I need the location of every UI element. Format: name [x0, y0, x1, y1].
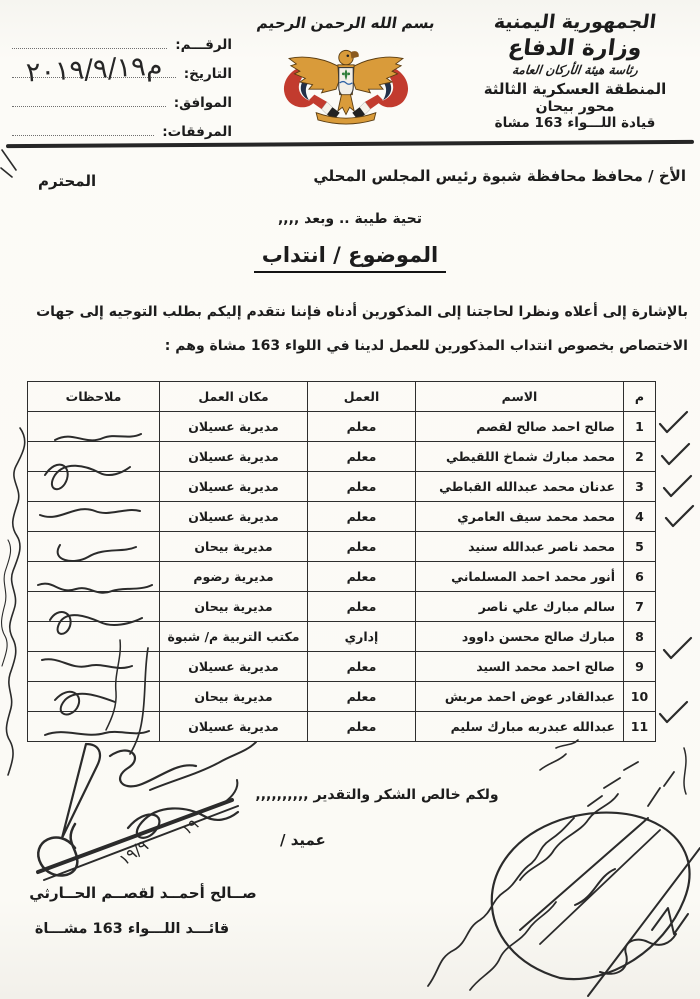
table-row: [28, 592, 656, 622]
table-header-row: [28, 382, 656, 412]
field-number-label: الرقـــم:: [175, 37, 232, 53]
cell-name: محمد ناصر عبدالله سنيد: [416, 532, 624, 562]
signer-title: قائـــد اللـــواء 163 مشـــاة: [34, 921, 230, 937]
cell-notes: [28, 682, 160, 712]
cell-serial: 10: [624, 682, 656, 712]
cell-serial: 2: [624, 442, 656, 472]
cell-serial: 7: [624, 592, 656, 622]
personnel-table: [27, 381, 656, 742]
subject-text: الموضوع / انتداب: [254, 243, 447, 273]
handwritten-signature-date: ١٩/٩: [115, 835, 152, 870]
letterhead-authority: [456, 12, 694, 132]
dotted-line: [12, 134, 154, 136]
cell-name: مبارك صالح محسن داوود: [416, 622, 624, 652]
cell-job: معلم: [308, 652, 416, 682]
table-row: [28, 682, 656, 712]
cell-job: معلم: [308, 472, 416, 502]
cell-workplace: مكتب التربية م/ شبوة: [160, 622, 308, 652]
row-checkmarks: [660, 412, 693, 722]
header-job: العمل: [308, 382, 416, 412]
table-row: [28, 442, 656, 472]
header-workplace: مكان العمل: [160, 382, 308, 412]
cell-notes: [28, 712, 160, 742]
cell-notes: [28, 472, 160, 502]
body-paragraph: بالإشارة إلى أعلاه ونظرا لحاجتنا إلى المذكورين أدناه فإننا نتقدم إليكم بطلب التوجيه إلى جهات الاختصاص بخصوص انتداب المذكورين للعمل لدينا في اللواء 163 مشاة وهم :: [36, 304, 688, 354]
field-date-label: التاريخ:: [183, 66, 232, 82]
yemen-emblem-icon: [267, 35, 425, 129]
cell-serial: 4: [624, 502, 656, 532]
table-row: [28, 502, 656, 532]
cell-workplace: مديرية بيحان: [160, 532, 308, 562]
cell-workplace: مديرية عسيلان: [160, 412, 308, 442]
addressee-line: الأخ / محافظ محافظة شبوة رئيس المجلس المحلي: [313, 167, 686, 185]
field-corresponding: [12, 82, 232, 111]
table-row: [28, 562, 656, 592]
field-attachments: [12, 111, 232, 140]
cell-serial: 8: [624, 622, 656, 652]
cell-job: إداري: [308, 622, 416, 652]
handwritten-date: م٢٠١٩/٩/١٩: [25, 50, 164, 89]
cell-job: معلم: [308, 412, 416, 442]
cell-name: صالح احمد محمد السيد: [416, 652, 624, 682]
cell-job: معلم: [308, 562, 416, 592]
header-notes: ملاحظات: [28, 382, 160, 412]
cell-name: عبدالقادر عوض احمد مربش: [416, 682, 624, 712]
cell-workplace: مديرية عسيلان: [160, 652, 308, 682]
bottom-right-handwritten-note: [428, 740, 686, 990]
dotted-line: [12, 47, 167, 49]
cell-job: معلم: [308, 502, 416, 532]
cell-notes: [28, 532, 160, 562]
axis-name: محور بيحان: [535, 99, 615, 116]
cell-name: محمد مبارك شماخ اللقيطي: [416, 442, 624, 472]
ministry-name: وزارة الدفاع: [506, 35, 644, 61]
cell-notes: [28, 442, 160, 472]
cell-workplace: مديرية بيحان: [160, 682, 308, 712]
table-row: [28, 412, 656, 442]
cell-job: معلم: [308, 712, 416, 742]
military-region: المنطقة العسكرية الثالثة: [483, 79, 667, 98]
bismillah-text: بسم الله الرحمن الرحيم: [255, 14, 437, 32]
closing-thanks: ولكم خالص الشكر والتقدير ,,,,,,,,,,: [255, 787, 499, 803]
signer-name: صــالح أحمــد لقصــم الحــارثي: [29, 884, 257, 902]
cell-notes: [28, 502, 160, 532]
cell-workplace: مديرية عسيلان: [160, 712, 308, 742]
republic-name: الجمهورية اليمنية: [492, 11, 658, 33]
field-date: [12, 53, 232, 82]
cell-workplace: مديرية عسيلان: [160, 442, 308, 472]
table-row: [28, 622, 656, 652]
bottom-left-signature: [38, 742, 256, 880]
cell-serial: 9: [624, 652, 656, 682]
signer-rank: عميد /: [280, 831, 326, 849]
table-row: [28, 712, 656, 742]
cell-serial: 11: [624, 712, 656, 742]
cell-job: معلم: [308, 682, 416, 712]
cell-notes: [28, 592, 160, 622]
commander-signature: [492, 813, 700, 996]
cell-workplace: مديرية عسيلان: [160, 472, 308, 502]
cell-name: أنور محمد احمد المسلماني: [416, 562, 624, 592]
cell-job: معلم: [308, 592, 416, 622]
cell-workplace: مديرية بيحان: [160, 592, 308, 622]
cell-name: محمد محمد سيف العامري: [416, 502, 624, 532]
cell-serial: 1: [624, 412, 656, 442]
cell-notes: [28, 412, 160, 442]
field-attachments-label: المرفقات:: [162, 124, 232, 140]
table-row: [28, 652, 656, 682]
header-serial: م: [624, 382, 656, 412]
cell-serial: 6: [624, 562, 656, 592]
cell-notes: [28, 652, 160, 682]
honorific: المحترم: [38, 172, 97, 190]
greeting-line: تحية طيبة .. وبعد ,,,,: [277, 211, 422, 227]
letterhead-center: [238, 14, 454, 133]
reference-fields: [12, 24, 232, 140]
header-divider: [6, 140, 694, 148]
cell-workplace: مديرية رضوم: [160, 562, 308, 592]
table-row: [28, 472, 656, 502]
brigade-command: قيادة اللـــواء 163 مشاة: [494, 115, 656, 132]
table-row: [28, 532, 656, 562]
dotted-line: [12, 105, 166, 107]
field-number: [12, 24, 232, 53]
cell-name: صالح احمد صالح لقصم: [416, 412, 624, 442]
dotted-line: [12, 76, 176, 78]
cell-serial: 3: [624, 472, 656, 502]
handwritten-signature-date: ١٩: [178, 814, 202, 840]
header-name: الاسم: [416, 382, 624, 412]
field-corresponding-label: الموافق:: [173, 95, 232, 111]
cell-notes: [28, 622, 160, 652]
cell-serial: 5: [624, 532, 656, 562]
cell-workplace: مديرية عسيلان: [160, 502, 308, 532]
subject-line: [0, 243, 700, 267]
cell-name: عبدالله عبدربه مبارك سليم: [416, 712, 624, 742]
cell-name: سالم مبارك علي ناصر: [416, 592, 624, 622]
general-staff: رئاسة هيئة الأركان العامة: [511, 63, 639, 78]
cell-job: معلم: [308, 442, 416, 472]
cell-job: معلم: [308, 532, 416, 562]
cell-name: عدنان محمد عبدالله القباطي: [416, 472, 624, 502]
cell-notes: [28, 562, 160, 592]
